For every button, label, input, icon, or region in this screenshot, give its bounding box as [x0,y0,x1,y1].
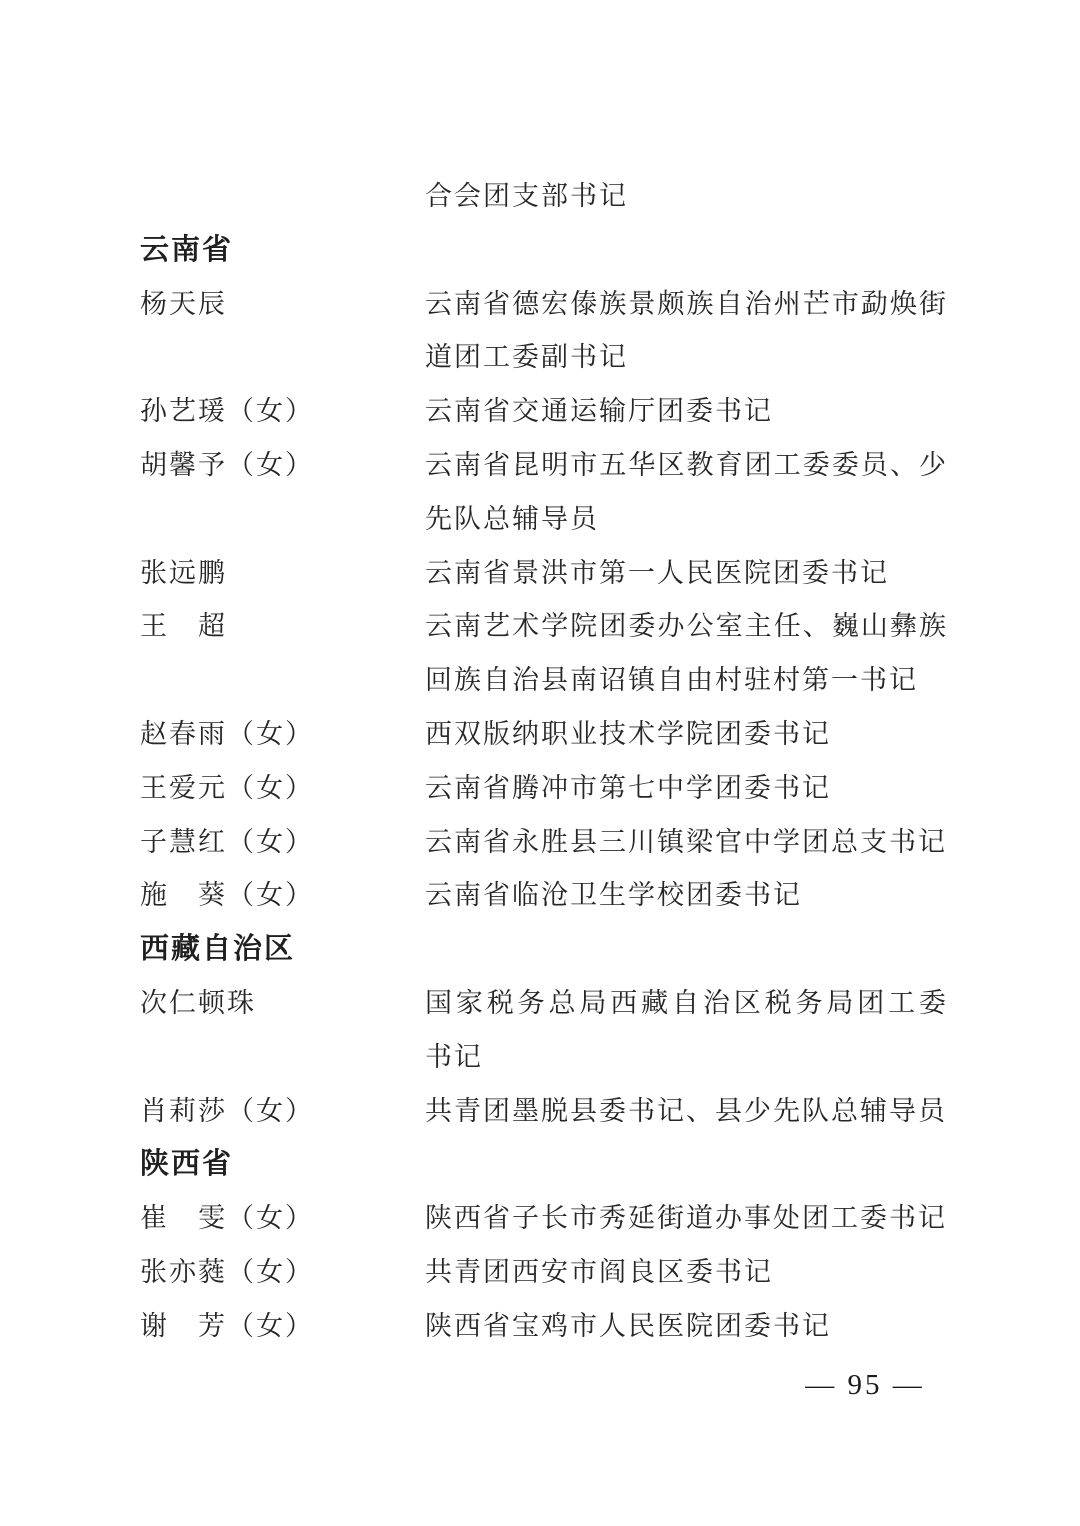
entry-row [140,385,950,439]
entry-position [425,1192,948,1246]
entry-name: 谢 芳（女） [140,1310,314,1341]
position-line: 陕西省宝鸡市人民医院团委书记 [425,1310,831,1341]
entry-row [140,816,950,870]
section-header: 陕西省 [140,1148,234,1181]
section-entries [140,1192,950,1353]
section-header: 云南省 [140,233,234,266]
sections [140,224,950,1354]
position-line: 书记 [425,1041,483,1072]
entry-position [425,1300,948,1354]
entry-name: 王爱元（女） [140,772,314,803]
entry-position [425,278,948,386]
entry-name: 赵春雨（女） [140,718,314,749]
position-line: 先队总辅导员 [425,503,599,534]
entry-row [140,869,950,923]
entry-name: 肖莉莎（女） [140,1095,314,1126]
entry-row [140,600,950,708]
entry-row [140,708,950,762]
section [140,1138,950,1353]
entry-row [140,1246,950,1300]
entry-name: 次仁顿珠 [140,987,256,1018]
continuation-line: 合会团支部书记 [425,181,628,211]
position-line: 云南省景洪市第一人民医院团委书记 [425,557,889,588]
entry-position [425,385,948,439]
section-entries [140,977,950,1138]
entry-position [425,816,948,870]
entry-name: 胡馨予（女） [140,449,314,480]
position-line: 云南艺术学院团委办公室主任、巍山彝族 [425,611,948,642]
entry-row [140,1085,950,1139]
entry-row [140,762,950,816]
position-line: 国家税务总局西藏自治区税务局团工委 [425,987,948,1018]
entry-name: 杨天辰 [140,288,227,319]
entry-position [425,708,948,762]
position-line: 共青团西安市阎良区委书记 [425,1256,773,1287]
position-line: 道团工委副书记 [425,342,628,373]
entry-row [140,439,950,547]
entry-position [425,1246,948,1300]
section-header: 西藏自治区 [140,933,296,966]
position-line: 共青团墨脱县委书记、县少先队总辅导员 [425,1095,947,1126]
position-line: 陕西省子长市秀延街道办事处团工委书记 [425,1203,947,1234]
page-number: — 95 — [805,1369,925,1401]
section [140,224,950,923]
entry-name: 崔 雯（女） [140,1203,314,1234]
entry-row [140,278,950,386]
entry-position [425,869,948,923]
entry-position [425,977,948,1085]
position-line: 回族自治县南诏镇自由村驻村第一书记 [425,665,918,696]
entry-name: 施 葵（女） [140,880,314,911]
position-line: 云南省交通运输厅团委书记 [425,396,773,427]
entry-row [140,977,950,1085]
entry-position [425,762,948,816]
entry-row [140,1192,950,1246]
entry-name: 张亦蕤（女） [140,1256,314,1287]
entry-name: 张远鹏 [140,557,227,588]
entry-name: 孙艺瑗（女） [140,396,314,427]
entry-name: 子慧红（女） [140,826,314,857]
position-line: 云南省德宏傣族景颇族自治州芒市勐焕街 [425,288,948,319]
entry-row [140,1300,950,1354]
position-line: 云南省腾冲市第七中学团委书记 [425,772,831,803]
position-line: 云南省永胜县三川镇梁官中学团总支书记 [425,826,947,857]
section [140,923,950,1138]
section-entries [140,278,950,924]
position-line: 云南省昆明市五华区教育团工委委员、少 [425,449,948,480]
entry-name: 王 超 [140,611,227,642]
entry-position [425,439,948,547]
position-line: 西双版纳职业技术学院团委书记 [425,718,831,749]
entry-position [425,600,948,708]
entry-position [425,547,948,601]
position-line: 云南省临沧卫生学校团委书记 [425,880,802,911]
entry-position [425,1085,948,1139]
entry-row [140,547,950,601]
document-content [140,170,950,1354]
